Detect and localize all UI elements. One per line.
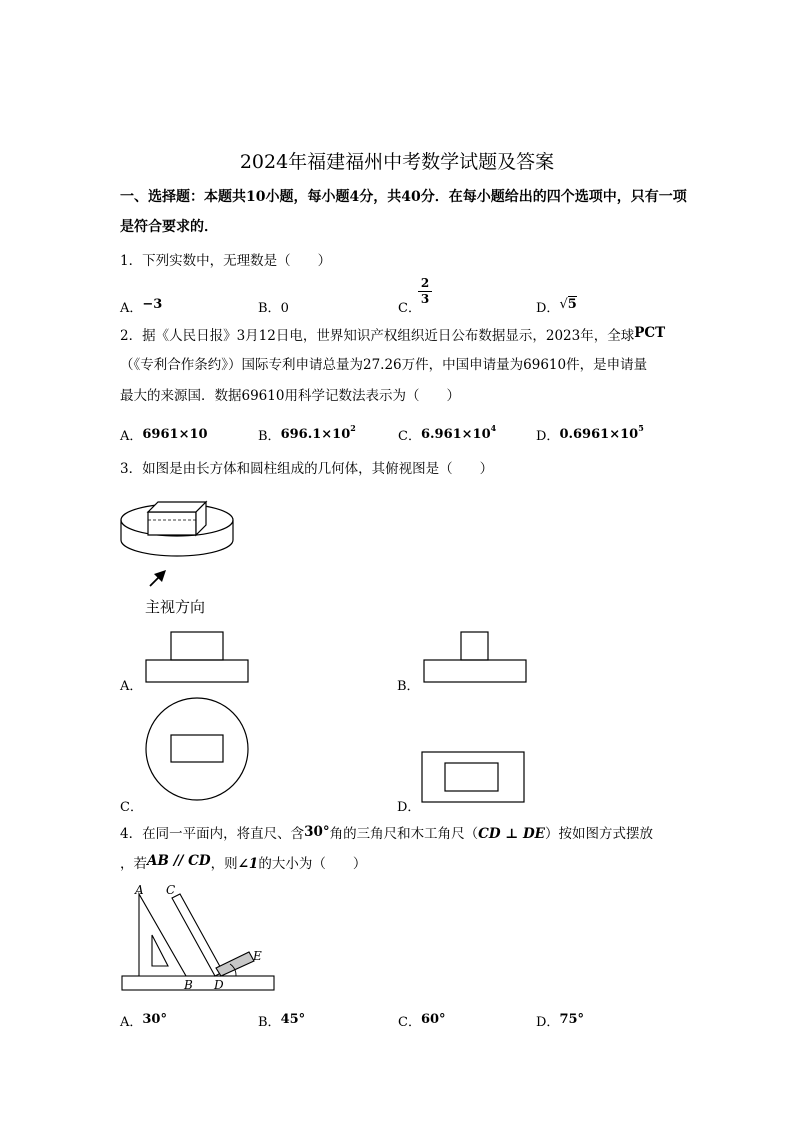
square-short-arm: [216, 952, 254, 976]
q3-option-d-label: D．: [397, 800, 421, 815]
q4-option-c-value: 60°: [420, 1012, 446, 1027]
q3-option-b-label: B．: [397, 679, 420, 694]
q1-option-a-value: −3: [142, 297, 163, 312]
q4-angle-1: ∠1: [237, 856, 259, 872]
q3-option-a-label: A．: [120, 679, 143, 694]
q2-option-a: A．6961×10: [120, 427, 208, 444]
q4-option-a-value: 30°: [142, 1012, 167, 1027]
section-header-line2: 是符合要求的．: [120, 219, 218, 235]
q4-line1: 4．在同一平面内，将直尺、含30°角的三角尺和木工角尺（CD ⊥ DE）按如图方式摆放: [120, 824, 653, 842]
q4-perpendicular-condition: CD ⊥ DE: [478, 826, 545, 842]
q2-option-d-value: 0.6961×10: [559, 427, 639, 442]
q1-option-d-value: 5: [567, 297, 577, 312]
q3-option-c-figure: [142, 694, 254, 806]
q4-option-d-value: 75°: [559, 1012, 585, 1027]
q4-option-d: D．75°: [536, 1012, 585, 1030]
q1-option-d: D．√5: [536, 297, 577, 316]
q1-option-c-denominator: 3: [420, 292, 430, 306]
q4-figure: [116, 880, 281, 995]
q4-option-c: C．60°: [398, 1012, 446, 1030]
q1-option-b: B．0: [258, 301, 289, 316]
carpenter-square: [172, 894, 223, 976]
q2-line1: 2．据《人民日报》3月12日电，世界知识产权组织近日公布数据显示，2023年，全球PCT: [120, 325, 666, 344]
q3-stem: 3．如图是由长方体和圆柱组成的几何体，其俯视图是（ ）: [120, 461, 494, 477]
q4-option-b: B．45°: [258, 1012, 306, 1030]
q2-option-b: B．$696.1\times 10^2$: [258, 422, 356, 444]
q1-option-c-numerator: 2: [420, 276, 430, 290]
q4-option-a: A．30°: [120, 1012, 167, 1030]
q4-parallel-condition: AB // CD: [147, 853, 211, 869]
q4-option-b-value: 45°: [280, 1012, 306, 1027]
label-d: D: [214, 978, 224, 992]
q3-figure-caption: 主视方向: [145, 598, 206, 616]
q3-option-b-figure: [418, 628, 532, 686]
q2-line3: 最大的来源国．数据69610用科学记数法表示为（ ）: [120, 388, 460, 404]
q2-option-b-value: 696.1×10: [280, 427, 351, 442]
q1-option-c-fraction: [418, 276, 432, 307]
q2-option-d-exponent: 5: [638, 422, 644, 433]
q2-pct: PCT: [634, 325, 666, 341]
q3-option-d-figure: [418, 748, 530, 806]
q2-option-d: D．$0.6961\times 10^5$: [536, 422, 644, 444]
radical-icon: √: [559, 297, 568, 312]
label-a: A: [135, 883, 144, 897]
q3-option-c-label: C．: [120, 800, 143, 815]
q3-option-a-figure: [140, 628, 254, 686]
q2-line2: （《专利合作条约》）国际专利申请总量为27.26万件，中国申请量为69610件，是申请量: [120, 357, 648, 373]
label-c: C: [166, 883, 176, 897]
label-b: B: [184, 978, 193, 992]
section-header-line1: 一、选择题：本题共10小题，每小题4分，共40分．在每小题给出的四个选项中，只有一项: [120, 189, 687, 205]
q1-option-a: A．−3: [120, 297, 163, 316]
q2-option-c-exponent: 4: [490, 422, 497, 433]
q4-angle-30: 30°: [304, 824, 330, 840]
q2-option-c: C．$6.961\times 10^4$: [398, 422, 497, 444]
q1-stem: 1．下列实数中，无理数是（ ）: [120, 253, 332, 269]
straightedge-ruler: [122, 976, 274, 990]
label-e: E: [253, 949, 262, 963]
page-title: 2024年福建福州中考数学试题及答案: [239, 151, 555, 173]
q2-option-a-value: 6961×10: [142, 427, 208, 442]
q1-option-b-value: 0: [280, 301, 289, 316]
q2-option-b-exponent: 2: [350, 422, 356, 433]
q4-line2: ，若AB // CD，则∠1的大小为（ ）: [120, 853, 367, 872]
q2-option-c-value: 6.961×10: [420, 427, 491, 442]
q1-option-c: C．: [398, 301, 421, 316]
